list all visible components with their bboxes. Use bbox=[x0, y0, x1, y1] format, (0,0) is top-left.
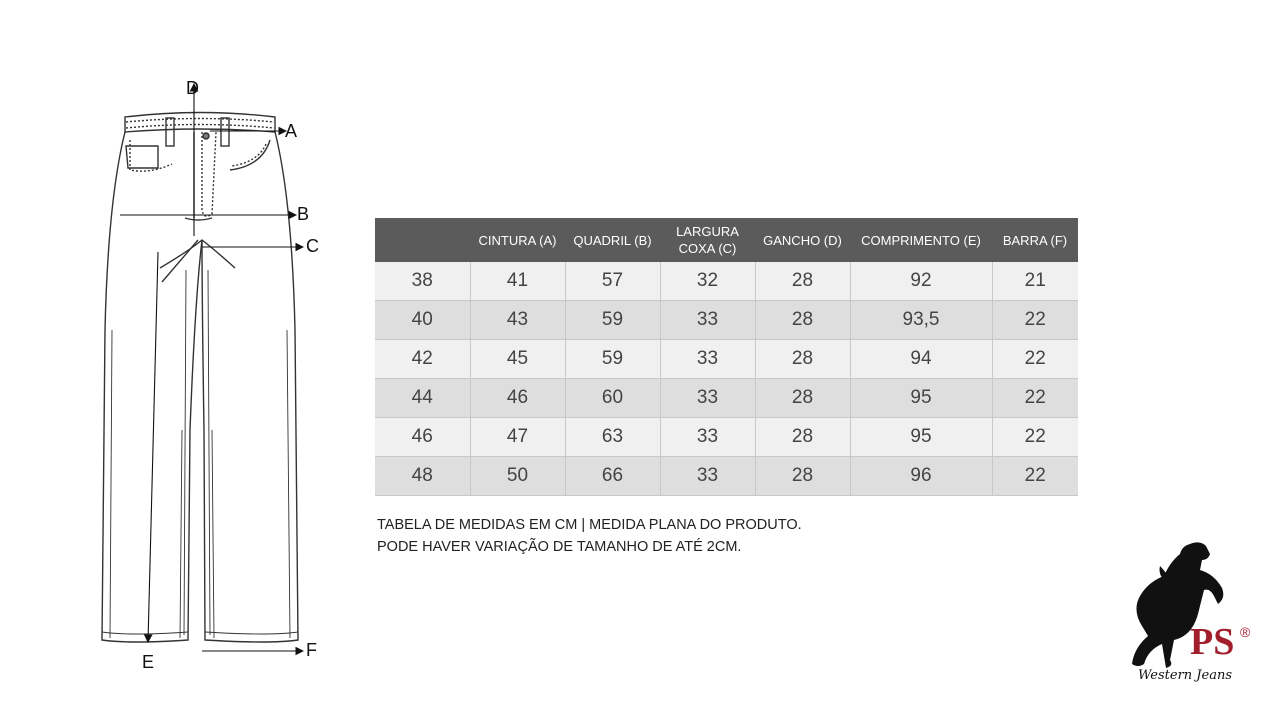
table-cell: 47 bbox=[470, 418, 565, 457]
label-e: E bbox=[142, 652, 155, 672]
table-cell: 92 bbox=[850, 262, 992, 301]
jeans-measurement-diagram bbox=[90, 70, 340, 680]
label-c: C bbox=[306, 236, 319, 256]
table-row bbox=[375, 262, 1078, 301]
table-cell: 33 bbox=[660, 379, 755, 418]
table-cell: 63 bbox=[565, 418, 660, 457]
header-barra: BARRA (F) bbox=[992, 218, 1078, 262]
table-cell: 48 bbox=[375, 457, 470, 496]
header-size bbox=[375, 218, 470, 262]
table-cell: 46 bbox=[375, 418, 470, 457]
table-cell: 33 bbox=[660, 340, 755, 379]
header-gancho: GANCHO (D) bbox=[755, 218, 850, 262]
table-cell: 93,5 bbox=[850, 301, 992, 340]
table-cell: 41 bbox=[470, 262, 565, 301]
table-cell: 22 bbox=[992, 301, 1078, 340]
table-cell: 43 bbox=[470, 301, 565, 340]
label-f: F bbox=[306, 640, 317, 660]
label-a: A bbox=[285, 121, 298, 141]
logo-brand: PS bbox=[1190, 621, 1235, 663]
table-cell: 57 bbox=[565, 262, 660, 301]
measurement-notes bbox=[377, 514, 802, 558]
table-cell: 94 bbox=[850, 340, 992, 379]
table-cell: 50 bbox=[470, 457, 565, 496]
table-cell: 66 bbox=[565, 457, 660, 496]
table-cell: 46 bbox=[470, 379, 565, 418]
table-cell: 59 bbox=[565, 301, 660, 340]
table-cell: 28 bbox=[755, 340, 850, 379]
table-cell: 44 bbox=[375, 379, 470, 418]
table-row bbox=[375, 457, 1078, 496]
table-cell: 22 bbox=[992, 418, 1078, 457]
table-cell: 40 bbox=[375, 301, 470, 340]
logo-registered: ® bbox=[1240, 624, 1251, 640]
table-cell: 33 bbox=[660, 418, 755, 457]
note-line-1: TABELA DE MEDIDAS EM CM | MEDIDA PLANA DO PRODUTO. bbox=[377, 517, 802, 533]
brand-logo bbox=[1118, 540, 1263, 690]
size-table bbox=[375, 218, 1078, 496]
jeans-outline-icon bbox=[90, 70, 340, 680]
table-cell: 22 bbox=[992, 340, 1078, 379]
table-cell: 33 bbox=[660, 457, 755, 496]
table-cell: 95 bbox=[850, 379, 992, 418]
table-cell: 95 bbox=[850, 418, 992, 457]
table-cell: 28 bbox=[755, 262, 850, 301]
table-cell: 59 bbox=[565, 340, 660, 379]
table-cell: 28 bbox=[755, 418, 850, 457]
table-header-row bbox=[375, 218, 1078, 262]
table-cell: 45 bbox=[470, 340, 565, 379]
table-cell: 33 bbox=[660, 301, 755, 340]
table-cell: 28 bbox=[755, 301, 850, 340]
table-cell: 32 bbox=[660, 262, 755, 301]
header-comprimento: COMPRIMENTO (E) bbox=[850, 218, 992, 262]
table-cell: 60 bbox=[565, 379, 660, 418]
table-row bbox=[375, 379, 1078, 418]
table-cell: 28 bbox=[755, 379, 850, 418]
table-cell: 38 bbox=[375, 262, 470, 301]
header-quadril: QUADRIL (B) bbox=[565, 218, 660, 262]
label-b: B bbox=[297, 204, 310, 224]
table-row bbox=[375, 418, 1078, 457]
table-cell: 22 bbox=[992, 379, 1078, 418]
table-cell: 28 bbox=[755, 457, 850, 496]
table-cell: 22 bbox=[992, 457, 1078, 496]
table-cell: 42 bbox=[375, 340, 470, 379]
label-d: D bbox=[186, 78, 199, 98]
note-line-2: PODE HAVER VARIAÇÃO DE TAMANHO DE ATÉ 2CM. bbox=[377, 539, 742, 555]
logo-tagline: Western Jeans bbox=[1138, 668, 1233, 683]
table-cell: 96 bbox=[850, 457, 992, 496]
table-cell: 21 bbox=[992, 262, 1078, 301]
table-row bbox=[375, 340, 1078, 379]
header-cintura: CINTURA (A) bbox=[470, 218, 565, 262]
header-largura-coxa: LARGURA COXA (C) bbox=[660, 218, 755, 262]
table-row bbox=[375, 301, 1078, 340]
